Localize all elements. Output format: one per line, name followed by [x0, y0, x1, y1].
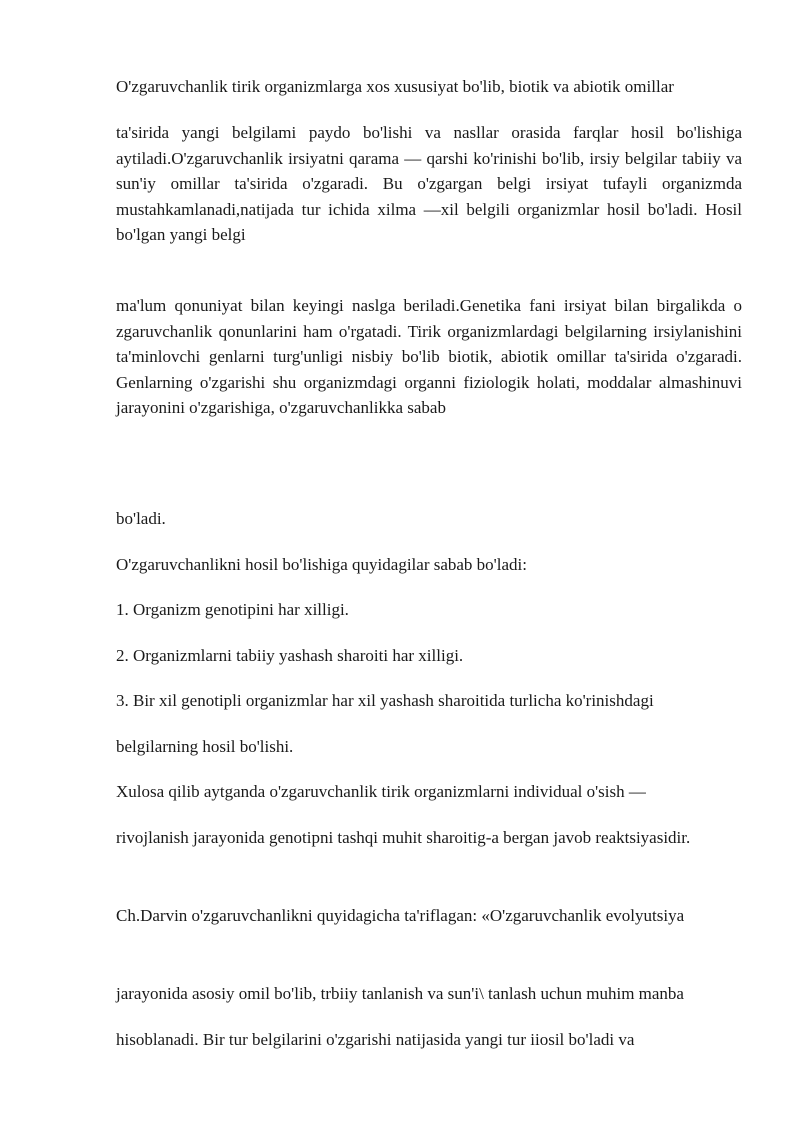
list-item-2: 2. Organizmlarni tabiiy yashash sharoiti har xilligi.: [116, 646, 464, 665]
paragraph-4: bo'ladi.: [116, 509, 166, 528]
paragraph-5: O'zgaruvchanlikni hosil bo'lishiga quyidagilar sabab bo'ladi:: [116, 555, 527, 574]
list-item-3: 3. Bir xil genotipli organizmlar har xil yashash sharoitida turlicha ko'rinishdagi: [116, 691, 654, 710]
paragraph-11: hisoblanadi. Bir tur belgilarini o'zgarishi natijasida yangi tur iiosil bo'ladi va: [116, 1030, 635, 1049]
paragraph-3: ma'lum qonuniyat bilan keyingi naslga beriladi.Genetika fani irsiyat bilan birgalikda o zgaruvchanlik qonunlarini ham o'rgatadi. Tirik organizmlardagi belgilarning irsiylanishini ta'minlovchi genlarni turg'unligi nisbiy bo'lib biotik, abiotik omillar ta'sirida o'zgaradi. Genlarning o'zgarishi shu organizmdagi organni fiziologik holati, moddalar almashinuvi jarayonini o'zgarishiga, o'zgaruvchanlikka sabab: [116, 296, 742, 417]
paragraph-8: rivojlanish jarayonida genotipni tashqi muhit sharoitig-a bergan javob reaktsiyasidir.: [116, 828, 691, 847]
paragraph-10: jarayonida asosiy omil bo'lib, trbiiy tanlanish va sun'i\ tanlash uchun muhim manba: [116, 984, 684, 1003]
paragraph-2: ta'sirida yangi belgilami paydo bo'lishi va nasllar orasida farqlar hosil bo'lishiga aytiladi.O'zgaruvchanlik irsiyatni qarama — qarshi ko'rinishi bo'lib, irsiy belgilar tabiiy va sun'iy omillar ta'sirida o'zgaradi. Bu o'zgargan belgi irsiyat tufayli organizmda mustahkamlanadi,natijada tur ichida xilma —xil belgili organizmlar hosil bo'ladi. Hosil bo'lgan yangi belgi: [116, 123, 742, 244]
paragraph-7: Xulosa qilib aytganda o'zgaruvchanlik tirik organizmlarni individual o'sish —: [116, 782, 646, 801]
list-item-1: 1. Organizm genotipini har xilligi.: [116, 600, 349, 619]
paragraph-1: O'zgaruvchanlik tirik organizmlarga xos xususiyat bo'lib, biotik va abiotik omillar: [116, 77, 674, 96]
paragraph-6: belgilarning hosil bo'lishi.: [116, 737, 294, 756]
paragraph-9: Ch.Darvin o'zgaruvchanlikni quyidagicha ta'riflagan: «O'zgaruvchanlik evolyutsiya: [116, 906, 685, 925]
